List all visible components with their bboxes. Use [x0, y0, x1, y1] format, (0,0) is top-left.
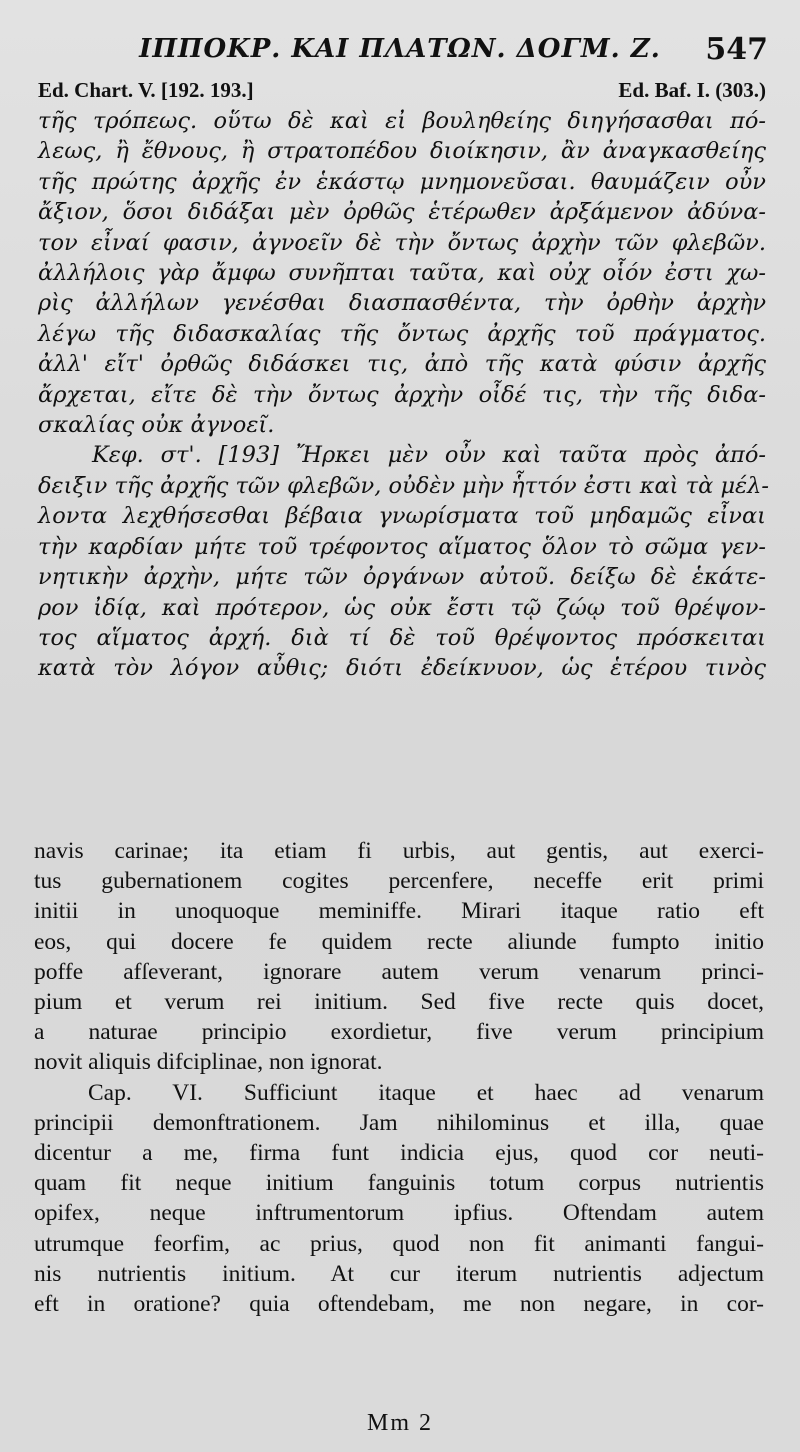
latin-line: nis nutrientis initium. At cur iterum nutrientis adjectum [34, 1260, 764, 1287]
latin-line: novit aliquis difciplinae, non ignorat. [34, 1049, 383, 1076]
latin-line: poffe afſeverant, ignorare autem verum venarum princi- [34, 958, 764, 985]
greek-line: ἀλλήλοις γὰρ ἄμφω συνῆπται ταῦτα, καὶ οὐχ οἷόν ἐστι χω- [38, 260, 766, 287]
latin-line: eft in oratione? quia oftendebam, me non negare, in cor- [34, 1291, 764, 1318]
latin-line: tus gubernationem cogites percenfere, neceffe erit primi [34, 868, 764, 895]
greek-line: νητικὴν ἀρχὴν, μήτε τῶν ὀργάνων αὐτοῦ. δείξω δὲ ἑκάτε- [38, 564, 766, 591]
printer-signature: Mm 2 [366, 1410, 433, 1436]
latin-chapter-heading-line: Cap. VI. Sufficiunt itaque et haec ad venarum [88, 1079, 764, 1106]
latin-line: pium et verum rei initium. Sed five recte quis docet, [34, 989, 764, 1016]
running-head [0, 28, 800, 68]
greek-line: ἄρχεται, εἴτε δὲ τὴν ὄντως ἀρχὴν οἶδέ τις, τὴν τῆς διδα- [38, 381, 766, 408]
greek-chapter-heading-line: Κεφ. στ'. [193] Ἤρκει μὲν οὖν καὶ ταῦτα πρὸς ἀπό- [92, 442, 766, 469]
greek-line: δειξιν τῆς ἀρχῆς τῶν φλεβῶν, οὐδὲν μὴν ἧττόν ἐστι καὶ τὰ μέλ- [38, 472, 769, 499]
greek-line: ἄξιον, ὅσοι διδάξαι μὲν ὀρθῶς ἑτέρωθεν ἀρξάμενον ἀδύνα- [38, 199, 766, 226]
running-title: ΙΠΠΟΚΡ. ΚΑΙ ΠΛΑΤΩΝ. ΔΟΓΜ. Ζ. [139, 34, 661, 64]
greek-line: τος αἵματος ἀρχή. διὰ τί δὲ τοῦ θρέψοντος πρόσκειται [38, 624, 766, 651]
edition-basel: Ed. Baf. I. (303.) [618, 78, 766, 102]
greek-line: σκαλίας οὐκ ἀγνοεῖ. [38, 412, 275, 439]
greek-line: τῆς τρόπεως. οὕτω δὲ καὶ εἰ βουληθείης διηγήσασθαι πό- [38, 108, 766, 134]
latin-line: opifex, neque inftrumentorum ipfius. Oftendam autem [34, 1200, 764, 1227]
latin-line: utrumque feorfim, ac prius, quod non fit animanti fangui- [34, 1230, 764, 1257]
edition-references [38, 78, 766, 106]
greek-line: τον εἶναί φασιν, ἀγνοεῖν δὲ τὴν ὄντως ἀρχὴν τῶν φλεβῶν. [38, 229, 766, 256]
greek-line: ρον ἰδίᾳ, καὶ πρότερον, ὡς οὐκ ἔστι τῷ ζώῳ τοῦ θρέψον- [38, 594, 766, 621]
latin-line: principii demonftrationem. Jam nihilominus et illa, quae [34, 1109, 764, 1136]
greek-line: κατὰ τὸν λόγον αὖθις; διότι ἐδείκνυον, ὡς ἑτέρου τινὸς [38, 655, 766, 682]
greek-line: ἀλλ' εἴτ' ὀρθῶς διδάσκει τις, ἀπὸ τῆς κατὰ φύσιν ἀρχῆς [38, 351, 766, 378]
greek-line: λεως, ἢ ἔθνους, ἢ στρατοπέδου διοίκησιν, ἂν ἀναγκασθείης [38, 138, 766, 165]
latin-line: a naturae principio exordietur, five verum principium [34, 1019, 764, 1046]
latin-text-block [34, 836, 764, 1319]
edition-chartier: Ed. Chart. V. [192. 193.] [38, 78, 254, 102]
latin-line: dicentur a me, firma funt indicia ejus, quod cor neuti- [34, 1140, 764, 1167]
latin-line: navis carinae; ita etiam fi urbis, aut gentis, aut exerci- [34, 838, 764, 864]
greek-line: λέγω τῆς διδασκαλίας τῆς ὄντως ἀρχῆς τοῦ πράγματος. [38, 320, 766, 347]
greek-line: λοντα λεχθήσεσθαι βέβαια γνωρίσματα τοῦ μηδαμῶς εἶναι [38, 503, 766, 530]
page-number: 547 [705, 32, 768, 67]
latin-line: quam fit neque initium fanguinis totum corpus nutrientis [34, 1170, 764, 1197]
latin-line: eos, qui docere fe quidem recte aliunde fumpto initio [34, 928, 764, 955]
greek-text-block [38, 106, 769, 684]
latin-line: initii in unoquoque meminiffe. Mirari itaque ratio eft [34, 898, 764, 925]
greek-line: τὴν καρδίαν μήτε τοῦ τρέφοντος αἵματος ὅλον τὸ σῶμα γεν- [38, 533, 766, 560]
greek-line: τῆς πρώτης ἀρχῆς ἐν ἑκάστῳ μνημονεῦσαι. θαυμάζειν οὖν [38, 168, 766, 195]
greek-line: ρὶς ἀλλήλων γενέσθαι διασπασθέντα, τὴν ὀρθὴν ἀρχὴν [38, 290, 766, 317]
